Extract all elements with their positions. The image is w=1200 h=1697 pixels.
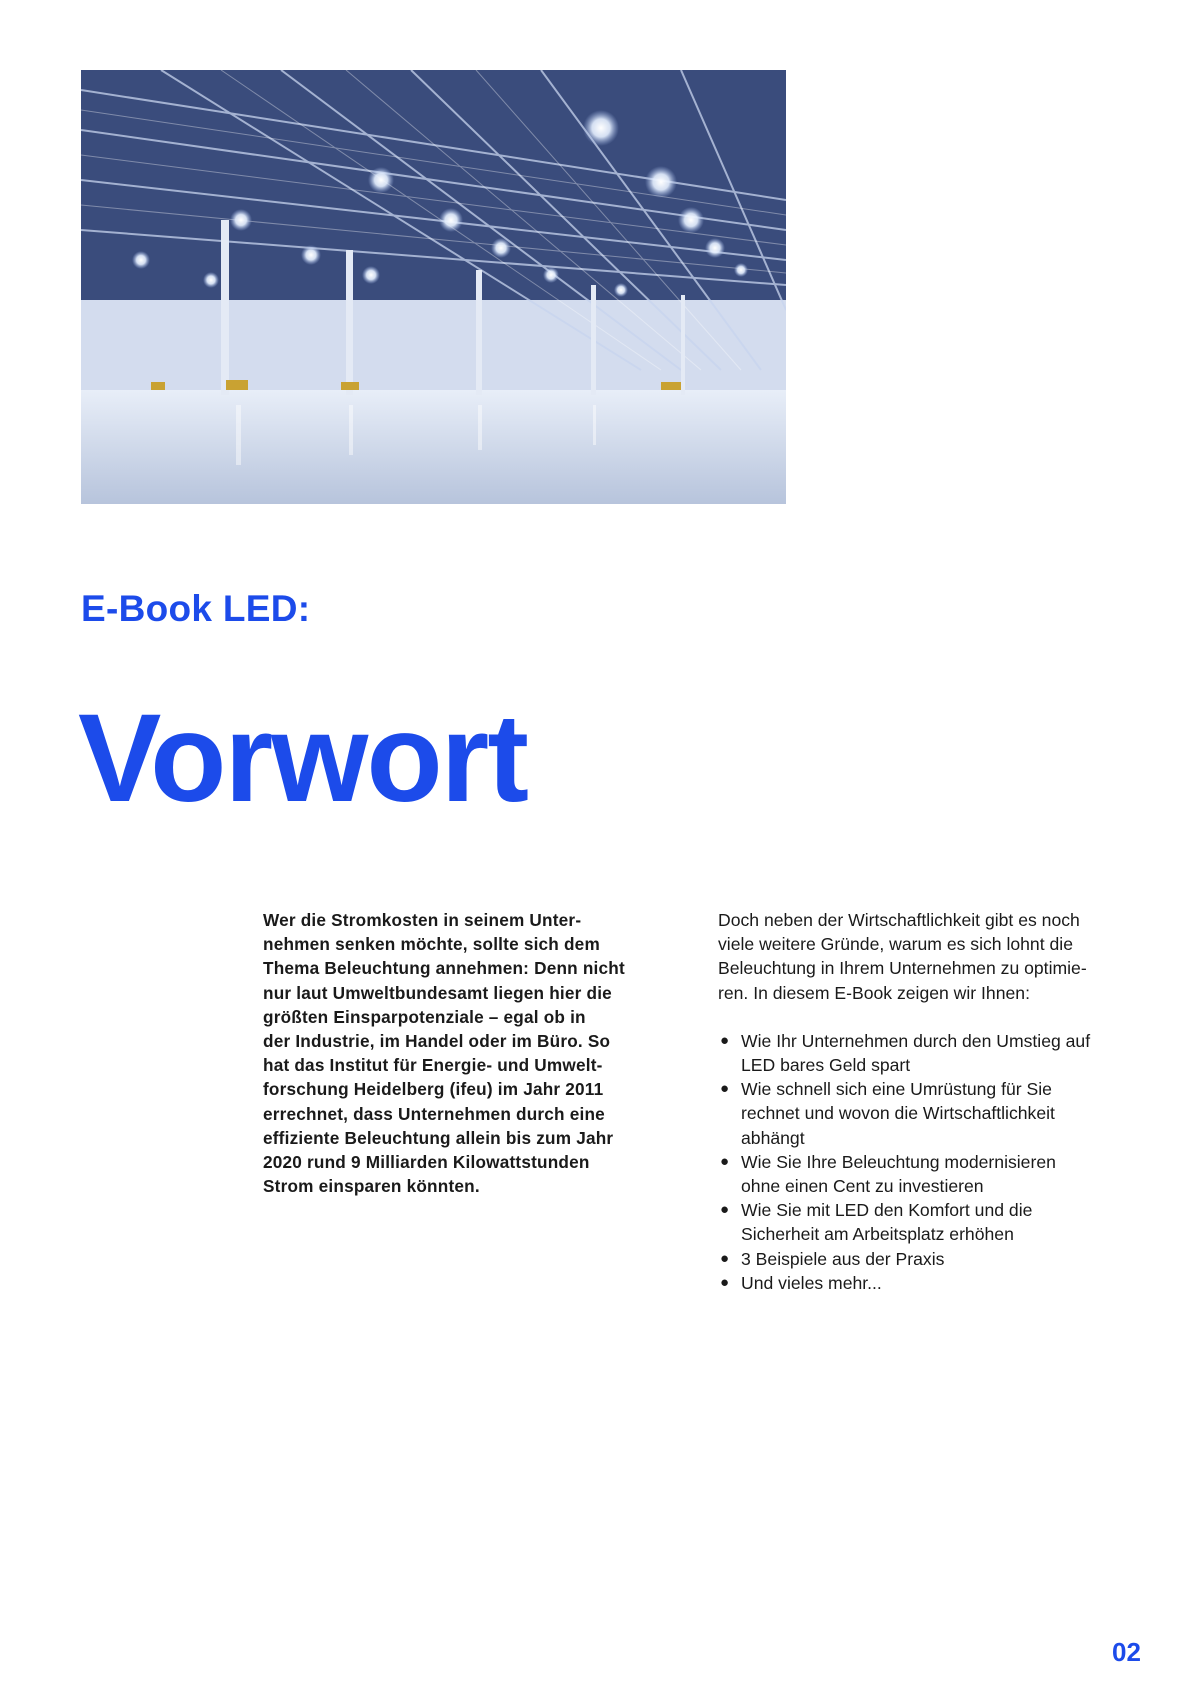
list-item xyxy=(718,1077,1158,1150)
warehouse-photo-icon xyxy=(81,70,786,504)
bullet-icon: ● xyxy=(720,1080,730,1098)
list-item xyxy=(718,1029,1158,1077)
list-item-text: Und vieles mehr... xyxy=(741,1272,882,1293)
topics-list xyxy=(718,1029,1158,1295)
right-column xyxy=(718,908,1158,1295)
overview-paragraph: Doch neben der Wirtschaftlichkeit gibt es noch viele weitere Gründe, warum es sich lohnt die Beleuchtung in Ihrem Unternehmen zu optimie- ren. In diesem E-Book zeigen wir Ihnen: xyxy=(718,910,1087,1003)
list-item-text: 3 Beispiele aus der Praxis xyxy=(741,1248,945,1269)
intro-paragraph: Wer die Stromkosten in seinem Unter- nehmen senken möchte, sollte sich dem Thema Beleuchtung annehmen: Denn nicht nur laut Umweltbundesamt liegen hier die größten Einsparpotenziale – egal ob in der Industrie, im Handel oder im Büro. So hat das Institut für Energie- und Umwelt- forschung Heidelberg (ifeu) im Jahr 2011 errechnet, dass Unternehmen durch eine effiziente Beleuchtung allein bis zum Jahr 2020 rund 9 Milliarden Kilowattstunden Strom einsparen könnten. xyxy=(263,910,625,1197)
bullet-icon: ● xyxy=(720,1201,730,1219)
hero-image xyxy=(81,70,786,504)
page-number: 02 xyxy=(1112,1637,1141,1667)
list-item xyxy=(718,1247,1158,1271)
list-item-text: Wie schnell sich eine Umrüstung für Sie rechnet und wovon die Wirtschaftlichkeit abhängt xyxy=(741,1079,1055,1148)
page-title: Vorwort xyxy=(78,689,527,828)
list-item-text: Wie Sie mit LED den Komfort und die Sicherheit am Arbeitsplatz erhöhen xyxy=(741,1200,1033,1245)
bullet-icon: ● xyxy=(720,1152,730,1170)
bullet-icon: ● xyxy=(720,1249,730,1267)
list-item xyxy=(718,1271,1158,1295)
ebook-subtitle: E-Book LED: xyxy=(81,588,311,629)
list-item-text: Wie Ihr Unternehmen durch den Umstieg auf LED bares Geld spart xyxy=(741,1030,1091,1076)
list-item xyxy=(718,1150,1158,1198)
bullet-icon: ● xyxy=(720,1273,730,1291)
list-item-text: Wie Sie Ihre Beleuchtung modernisieren ohne einen Cent zu investieren xyxy=(741,1151,1056,1197)
list-item xyxy=(718,1198,1158,1246)
bullet-icon: ● xyxy=(720,1031,730,1049)
